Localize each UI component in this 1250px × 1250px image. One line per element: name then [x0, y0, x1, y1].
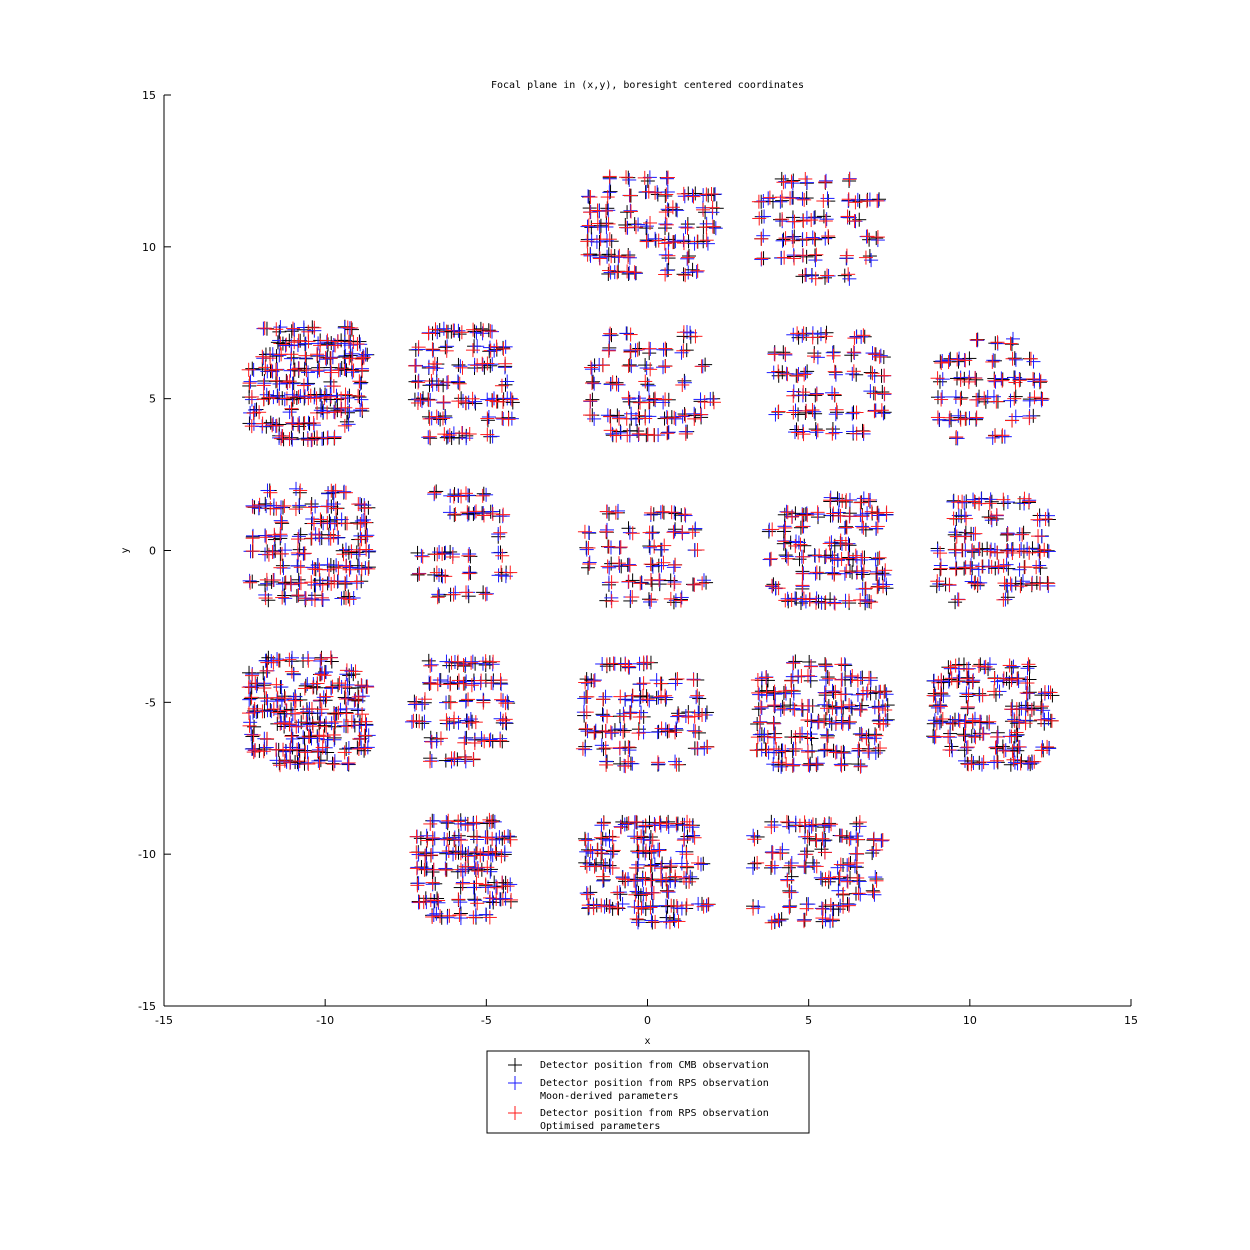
x-tick-label: 5: [805, 1014, 813, 1027]
legend: [487, 1051, 809, 1133]
y-tick-label: 5: [149, 392, 156, 406]
legend-label: Optimised parameters: [540, 1121, 661, 1132]
legend-label: Detector position from RPS observation: [540, 1108, 769, 1119]
x-tick-label: 15: [1124, 1014, 1138, 1027]
y-tick-label: -5: [145, 696, 156, 710]
x-tick-label: -10: [316, 1014, 335, 1027]
x-tick-label: 10: [962, 1014, 977, 1027]
legend-label: Moon-derived parameters: [540, 1091, 679, 1102]
x-axis-label: x: [644, 1036, 651, 1047]
y-tick-label: 0: [149, 544, 156, 558]
x-tick-label: -15: [155, 1014, 173, 1027]
x-tick-label: 0: [644, 1014, 651, 1027]
x-tick-label: -5: [480, 1014, 492, 1027]
legend-entry: [508, 1058, 769, 1072]
y-tick-label: -10: [138, 848, 156, 862]
legend-label: Detector position from CMB observation: [540, 1060, 769, 1071]
y-axis-label: y: [120, 547, 131, 554]
y-tick-label: -15: [138, 1000, 156, 1013]
y-tick-label: 15: [142, 89, 156, 102]
y-tick-label: 10: [142, 240, 156, 254]
chart-title: Focal plane in (x,y), boresight centered coordinates: [490, 80, 805, 91]
legend-label: Detector position from RPS observation: [540, 1078, 769, 1089]
